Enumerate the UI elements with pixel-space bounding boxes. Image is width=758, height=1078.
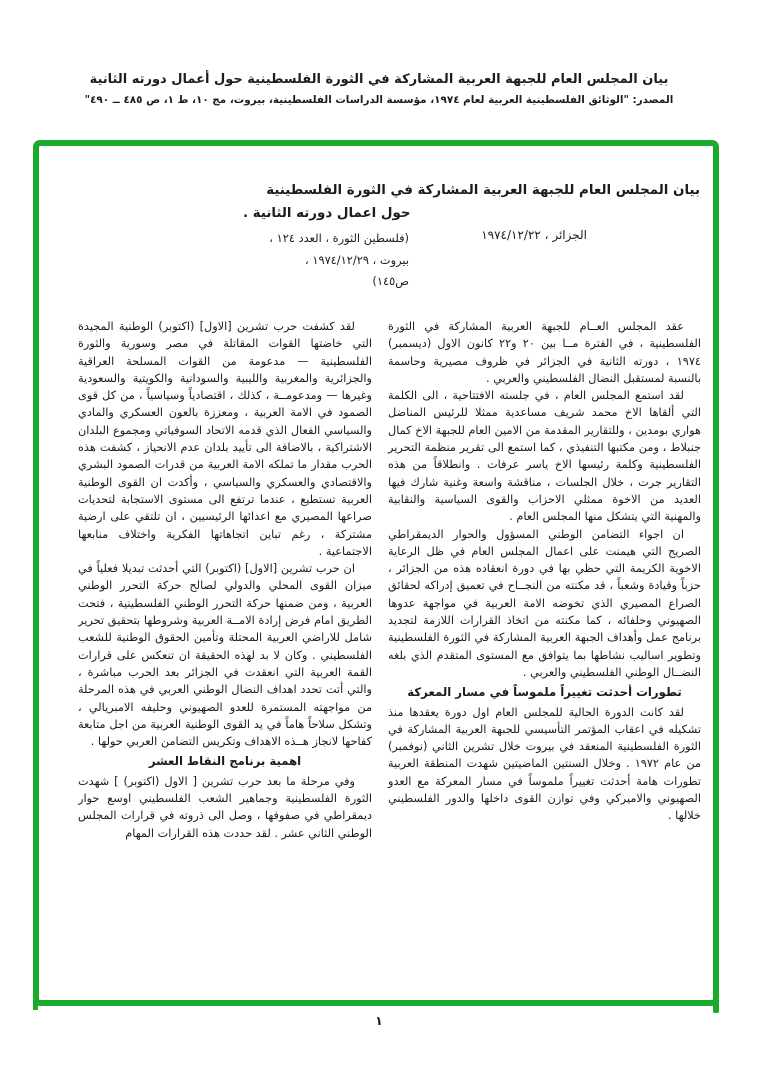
paragraph: وفي مرحلة ما بعد حرب تشرين [ الاول (اكتوبر) ] شهدت الثورة الفلسطينية وجماهير الشعب الفلسطيني اوسع حوار ديمقراطي في صفوفها ، وصل الى ذروته في قرارات المجلس الوطني الثاني عشر . لقد حددت هذه القرارات المهام: [78, 774, 372, 840]
section-heading: اهمية برنامج النقاط العشر: [148, 754, 302, 769]
paragraph: لقد استمع المجلس العام ، في جلسته الافتتاحية ، الى الكلمة التي ألقاها الاخ محمد شريف مساعدية ممثلا للرئيس المناضل هواري بومدين ، وللتقارير المقدمة من الامين العام للجبهة الاخ كمال جنبلاط ، ومن مكتبها التنفيذي ، كما استمع الى تقرير منظمة التحرير الفلسطينية وكلمة رئيسها الاخ ياسر عرفات . وانطلاقاً من هذه التقارير جرت ، خلال الجلسات ، مناقشة واسعة وغنية شارك فيها العديد من الاخوة ممثلي الاحزاب والقوى السياسية والنقابية والمهنية التي يتشكل منها المجلس العام .: [388, 389, 701, 524]
citation-line: (فلسطين الثورة ، العدد ١٢٤ ،: [269, 231, 409, 245]
document-title-line2: حول اعمال دورته الثانية .: [243, 206, 411, 221]
paragraph: ان حرب تشرين [الاول] (اكتوبر) التي أحدثت تبديلا فعلياً في ميزان القوى المحلي والدولي لصالح حركة التحرر الوطني العربية ، ومن ضمنها حركة التحرر الوطني الفلسطينية ، فتحت الطريق امام فرض إرادة الامــة العربية وشروطها بتحقيق تحرير شامل للاراضي العربية المحتلة وتأمين الحقوق الوطنية للشعب الفلسطيني . وكان لا بد لهذه الحقيقة ان تنعكس على قرارات القمة العربية التي انعقدت في الجزائر بعد الحرب مباشرة ، والتي أتت تحدد اهداف النضال الوطني العربي في هذه المرحلة من مواجهته المستمرة للعدو الصهيوني وحليفه الامبريالي ، وتشكل سلاحاً هاماً في يد القوى الوطنية العربية من اجل متابعة كفاحها لانجاز هــذه الاهداف وتكريس التضامن العربي حولها .: [78, 562, 372, 749]
paragraph: لقد كانت الدورة الحالية للمجلس العام اول دورة يعقدها منذ تشكيله في اعقاب المؤتمر التأسيسي للجبهة العربية المشاركة في الثورة الفلسطينية المنعقد في بيروت خلال تشرين الثاني (نوفمبر) من عام ١٩٧٢ . وخلال السنتين الماضيتين شهدت المنطقة العربية تطورات هامة أحدثت تغييراً ملموساً في مسار المعركة مع العدو الصهيوني والاميركي وفي توازن القوى داخلها والدور الفلسطيني خلالها .: [388, 705, 701, 823]
section-heading: تطورات أحدثت تغييراً ملموساً في مسار المعركة: [407, 685, 682, 700]
paragraph: ان اجواء التضامن الوطني المسؤول والحوار الديمقراطي الصريح التي هيمنت على اعمال المجلس العام في ظل الرعاية الاخوية الكريمة التي حظي بها في دورة انعقاده هذه من الجزائر ، حزباً وقيادة وشعباً ، قد مكنته من النجــاح في تعميق إدراكه لحقائق الصراع المصيري الذي تخوضه الامة العربية في مواجهة عدوها الصهيوني وحلفائه ، كما مكنته من اتخاذ القرارات اللازمة لتجديد برنامج عمل وأهداف الجبهة العربية المشاركة في الثورة الفلسطينية وتطوير اساليب نشاطها بما يتوافق مع المستوى المتقدم الذي بلغه النضــال الوطني الفلسطيني والعربي .: [388, 527, 701, 679]
column-right: [388, 318, 701, 990]
page-number: ١: [375, 1013, 383, 1028]
border-overshoot-bottom-left: [33, 999, 38, 1010]
document-title-line1: بيان المجلس العام للجبهة العربية المشاركة في الثورة الفلسطينية: [266, 183, 700, 198]
paragraph: لقد كشفت حرب تشرين [الاول] (اكتوبر) الوطنية المجيدة التي خاضتها القوات المقاتلة في مصر وسورية والثورة الفلسطينية — مدعومة من القوات المسلحة العراقية والجزائرية والمغربية والليبية والسودانية والكويتية والسعودية وغيرها — ومدعومــة ، كذلك ، اقتصادياً وسياسياً ، من كل قوى الصمود في الامة العربية ، ومعززة بالعون العسكري والمادي والسياسي الفعال الذي قدمه الاتحاد السوفياتي ومجموع البلدان الاشتراكية ، بالاضافة الى تأييد بلدان عدم الانحياز ، كشفت هذه الحرب مقدار ما تملكه الامة العربية من قدرات الصمود البشري والاقتصادي والعسكري والسياسي ، وأكدت ان القوى الوطنية العربية تستطيع ، عندما ترتفع الى مستوى الاستجابة لتحديات صراعها المصيري مع اعدائها الرئيسيين ، ان تلتقي على ارضية مشتركة ، رغم تباين اتجاهاتها الفكرية واختلاف منابعها الاجتماعية .: [78, 320, 372, 558]
two-column-text-area: [78, 318, 701, 990]
citation-line: ص١٤٥): [372, 274, 409, 288]
border-overshoot-bottom-right: [713, 998, 719, 1013]
dateline-place-date: الجزائر ، ١٩٧٤/١٢/٢٢: [481, 228, 587, 242]
paragraph: عقد المجلس العــام للجبهة العربية المشاركة في الثورة الفلسطينية ، في الفترة مــا بين ٢٠ و٢٢ كانون الاول (ديسمبر) ١٩٧٤ ، دورته الثانية في الجزائر في ظروف مصيرية وحاسمة بالنسبة لمستقبل النضال الفلسطيني والعربي .: [388, 320, 701, 385]
publication-citation-block: [270, 228, 409, 293]
green-annotation-frame: [33, 140, 719, 1006]
document-title: [243, 179, 700, 225]
column-left: [78, 318, 372, 990]
source-citation-line: المصدر: "الوثائق الفلسطينية العربية لعام ١٩٧٤، مؤسسة الدراسات الفلسطينية، بيروت، مج ١٠، ط ١، ص ٤٨٥ ــ ٤٩٠": [84, 94, 674, 106]
page-header: [24, 72, 734, 106]
page-title: بيان المجلس العام للجبهة العربية المشاركة في الثورة الفلسطينية حول أعمال دورته الثانية: [89, 72, 669, 87]
citation-line: بيروت ، ١٩٧٤/١٢/٢٩ ،: [305, 252, 409, 267]
